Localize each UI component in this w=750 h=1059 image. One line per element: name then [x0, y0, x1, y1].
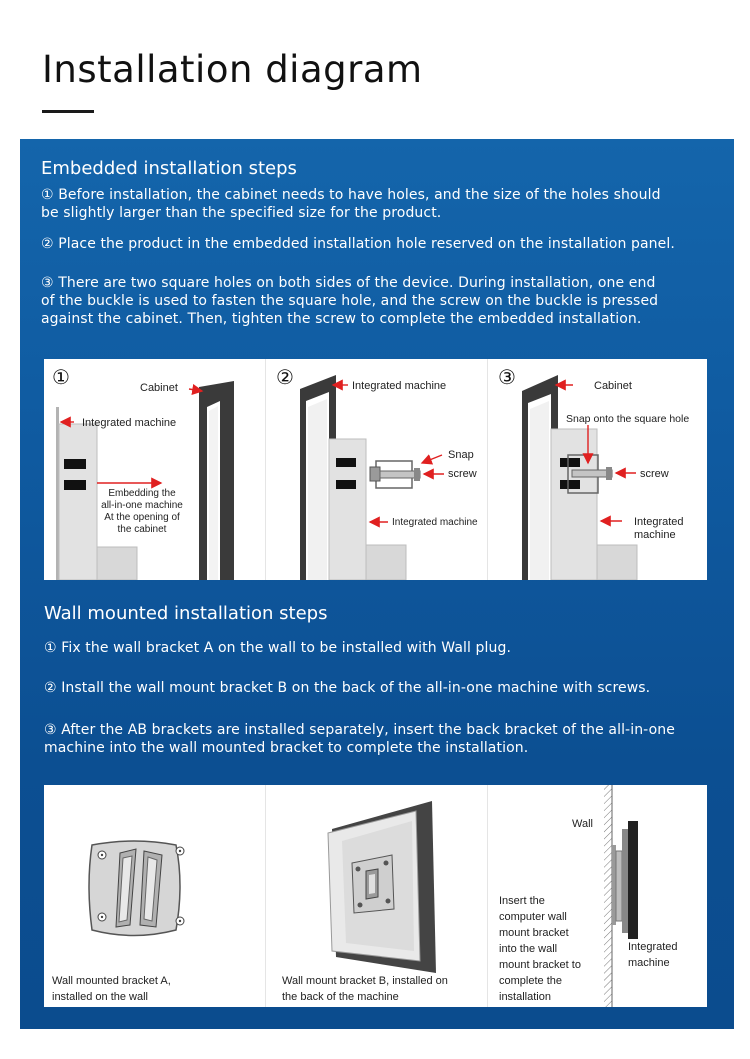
integrated-machine-bottom-label: Integrated machine [392, 517, 478, 528]
embedding-note: Embedding the all-in-one machine At the opening of the cabinet [101, 488, 183, 535]
bracket-b-caption: Wall mount bracket B, installed on the back of the machine [282, 975, 448, 1003]
title-underline [42, 110, 94, 113]
embedded-figure-1 [44, 359, 263, 580]
wall-figure-1 [44, 785, 263, 1007]
embedded-step-1: ① Before installation, the cabinet needs to have holes, and the size of the holes should be slightly larger than the specified size for the product. [41, 187, 661, 221]
wall-step-3: ③ After the AB brackets are installed separately, insert the back bracket of the all-in-one machine into the wall mounted bracket to complete the installation. [44, 722, 675, 756]
screw-label: screw [448, 468, 477, 480]
figure-number: ① [52, 365, 70, 389]
insert-instruction: Insert the computer wall mount bracket into the wall mount bracket to complete the installation [499, 895, 581, 1003]
integrated-machine-label: Integrated machine [628, 941, 678, 969]
wall-step-2: ② Install the wall mount bracket B on the back of the all-in-one machine with screws. [44, 680, 651, 696]
bracket-a-caption: Wall mounted bracket A, installed on the wall [52, 975, 171, 1003]
integrated-machine-label: Integrated machine [634, 516, 684, 541]
figure-number: ③ [498, 365, 516, 389]
embedded-step-3: ③ There are two square holes on both sides of the device. During installation, one end of the buckle is used to fasten the square hole, and the screw on the buckle is pressed against the cabinet. Then, tighten the screw to complete the embedded installation. [41, 275, 659, 327]
embedded-figures [44, 359, 706, 580]
wall-label: Wall [572, 818, 593, 830]
wall-figures [44, 785, 706, 1007]
wall-section-title: Wall mounted installation steps [44, 603, 328, 624]
cabinet-label: Cabinet [140, 382, 178, 394]
embedded-figure-2 [265, 359, 486, 580]
snap-label: Snap [448, 449, 474, 461]
wall-figure-3 [487, 785, 707, 1007]
cabinet-label: Cabinet [594, 380, 632, 392]
figure-number: ② [276, 365, 294, 389]
page-title: Installation diagram [42, 48, 423, 91]
embedded-step-2: ② Place the product in the embedded installation hole reserved on the installation panel. [41, 236, 675, 252]
integrated-machine-top-label: Integrated machine [352, 380, 447, 392]
embedded-figure-3 [487, 359, 707, 580]
embedded-section-title: Embedded installation steps [41, 158, 297, 179]
integrated-machine-label: Integrated machine [82, 417, 177, 429]
wall-figure-2 [265, 785, 486, 1007]
screw-label: screw [640, 468, 669, 480]
snap-note-label: Snap onto the square hole [566, 413, 690, 425]
wall-step-1: ① Fix the wall bracket A on the wall to be installed with Wall plug. [44, 640, 512, 656]
instructions-panel [20, 139, 734, 1029]
